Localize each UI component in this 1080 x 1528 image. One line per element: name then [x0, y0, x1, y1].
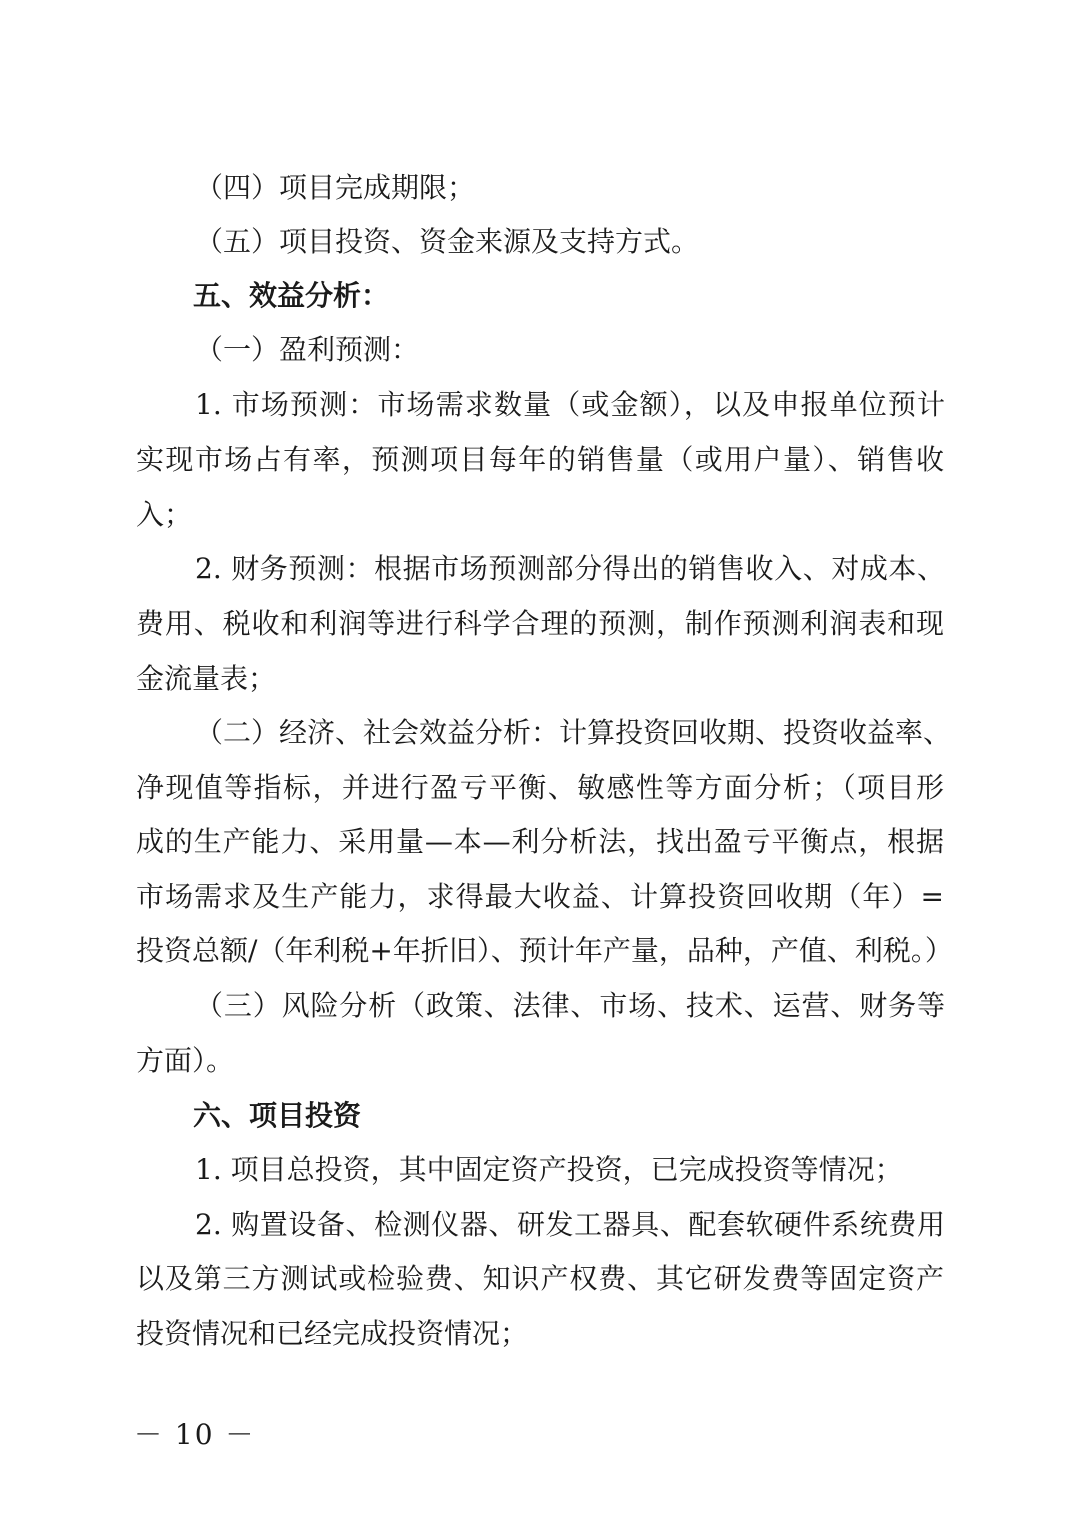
paragraph-economic-benefit-line-2: 净现值等指标，并进行盈亏平衡、敏感性等方面分析；（项目形	[136, 771, 944, 804]
paragraph-equipment-purchase-line-3: 投资情况和已经完成投资情况；	[136, 1317, 529, 1350]
paragraph-economic-benefit-line-4: 市场需求及生产能力，求得最大收益、计算投资回收期（年）=	[136, 880, 944, 913]
section-heading-project-investment: 六、项目投资	[193, 1099, 362, 1132]
paragraph-economic-benefit-line-5: 投资总额/（年利税+年折旧）、预计年产量，品种，产值、利税。）	[136, 934, 953, 967]
paragraph-market-forecast-line-2: 实现市场占有率，预测项目每年的销售量（或用户量）、销售收	[136, 443, 944, 476]
paragraph-financial-forecast-line-1: 2. 财务预测：根据市场预测部分得出的销售收入、对成本、	[195, 552, 945, 585]
paragraph-total-investment: 1. 项目总投资，其中固定资产投资，已完成投资等情况；	[195, 1153, 903, 1186]
paragraph-risk-analysis-line-2: 方面）。	[136, 1044, 235, 1077]
subsection-profit-forecast: （一）盈利预测：	[195, 333, 420, 366]
item-four-deadline: （四）项目完成期限；	[195, 171, 476, 204]
page-number: － 10 －	[134, 1418, 256, 1451]
section-heading-benefit-analysis: 五、效益分析：	[193, 279, 390, 312]
paragraph-market-forecast-line-1: 1. 市场预测：市场需求数量（或金额），以及申报单位预计	[195, 388, 945, 421]
paragraph-equipment-purchase-line-2: 以及第三方测试或检验费、知识产权费、其它研发费等固定资产	[136, 1262, 944, 1295]
paragraph-equipment-purchase-line-1: 2. 购置设备、检测仪器、研发工器具、配套软硬件系统费用	[195, 1208, 945, 1241]
paragraph-financial-forecast-line-3: 金流量表；	[136, 662, 277, 695]
paragraph-market-forecast-line-3: 入；	[136, 498, 193, 531]
paragraph-financial-forecast-line-2: 费用、税收和利润等进行科学合理的预测，制作预测利润表和现	[136, 607, 944, 640]
paragraph-risk-analysis-line-1: （三）风险分析（政策、法律、市场、技术、运营、财务等	[195, 989, 945, 1022]
paragraph-economic-benefit-line-3: 成的生产能力、采用量—本—利分析法，找出盈亏平衡点，根据	[136, 825, 944, 858]
paragraph-economic-benefit-line-1: （二）经济、社会效益分析：计算投资回收期、投资收益率、	[195, 716, 952, 749]
item-five-investment: （五）项目投资、资金来源及支持方式。	[195, 225, 700, 258]
